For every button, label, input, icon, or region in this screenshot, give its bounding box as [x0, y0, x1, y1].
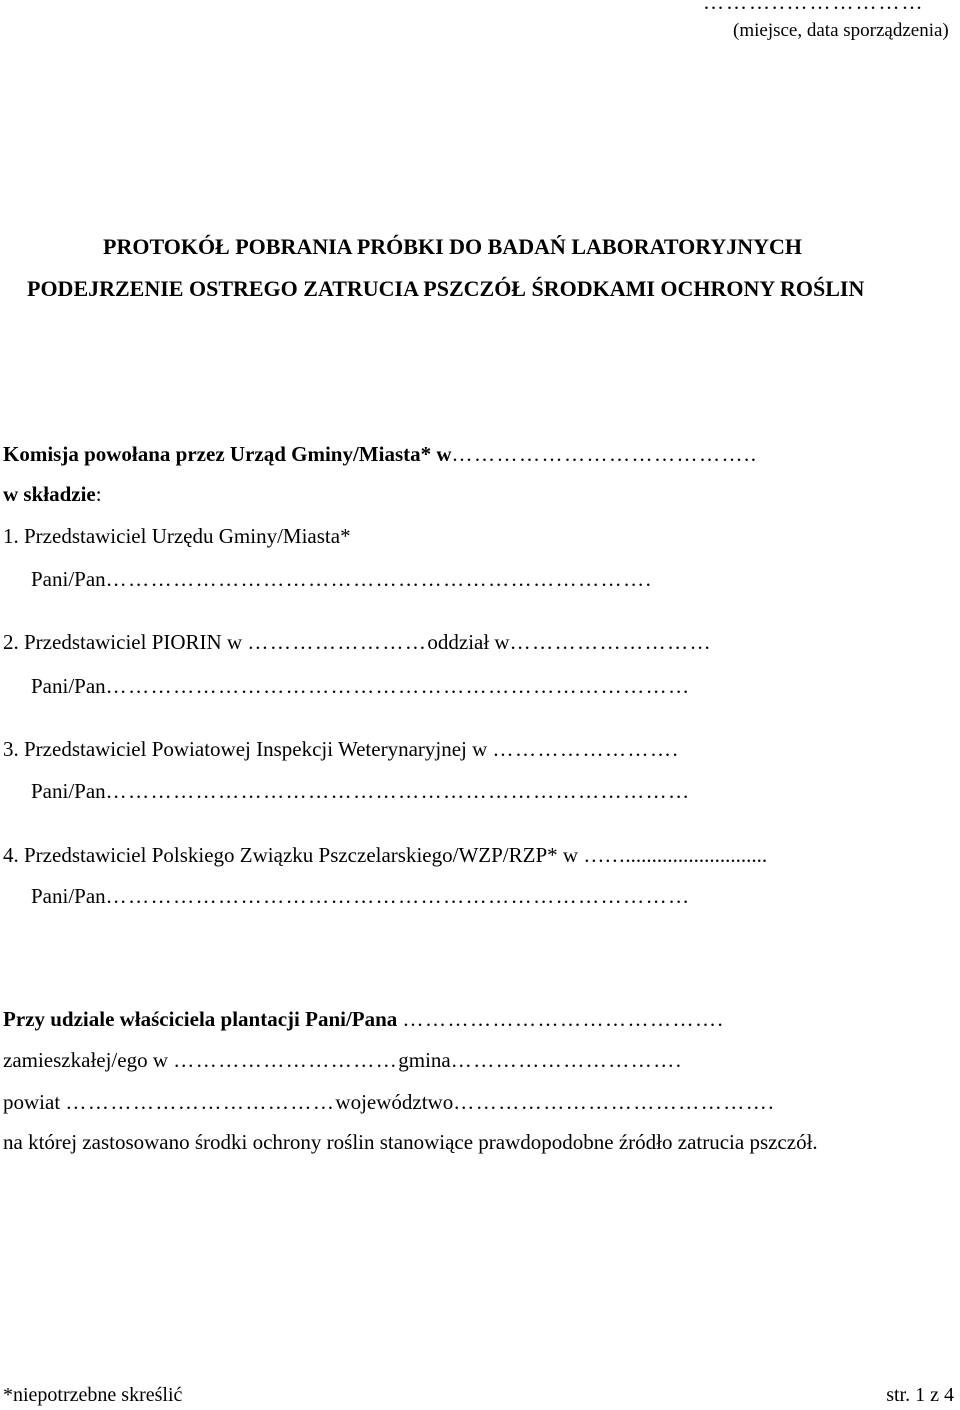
- commune-field[interactable]: ………………………….: [450, 1048, 683, 1072]
- member-4-title-row: [3, 843, 767, 867]
- member-3-title: 3. Przedstawiciel Powiatowej Inspekcji Weterynaryjnej w: [3, 737, 488, 761]
- member-2-name-row: [31, 674, 691, 698]
- member-2-title: 2. Przedstawiciel PIORIN w: [3, 630, 243, 654]
- owner-name-field[interactable]: …………………………………….: [402, 1007, 725, 1031]
- member-1-title: 1. Przedstawiciel Urzędu Gminy/Miasta*: [3, 524, 351, 548]
- commission-row: [3, 442, 758, 466]
- member-2-name-field[interactable]: ……………………………………………………………………: [105, 674, 691, 698]
- member-1-name-row: [31, 567, 652, 591]
- member-1-name-label: Pani/Pan: [31, 567, 106, 591]
- member-2-title-row: [3, 630, 712, 654]
- commune-label: gmina: [398, 1048, 451, 1072]
- commission-label: Komisja powołana przez Urząd Gminy/Miasta* w: [3, 442, 452, 466]
- document-title-line1: PROTOKÓŁ POBRANIA PRÓBKI DO BADAŃ LABORATORYJNYCH: [103, 234, 803, 259]
- member-3-name-label: Pani/Pan: [31, 779, 106, 803]
- place-date-dots: ………..………………: [703, 0, 925, 14]
- residence-field[interactable]: …………………………: [173, 1048, 399, 1072]
- owner-row: [3, 1007, 724, 1031]
- member-1-name-field[interactable]: ……………………………………………………………….: [105, 567, 653, 591]
- member-3-name-row: [31, 779, 691, 803]
- member-2-branch-label: oddział w: [427, 630, 510, 654]
- member-3-city-field[interactable]: …………………….: [492, 737, 680, 761]
- owner-statement: na której zastosowano środki ochrony roślin stanowiące prawdopodobne źródło zatrucia pszczół.: [3, 1130, 818, 1154]
- document-title-line2: PODEJRZENIE OSTREGO ZATRUCIA PSZCZÓŁ ŚRODKAMI OCHRONY ROŚLIN: [27, 276, 865, 301]
- member-3-title-row: [3, 737, 679, 761]
- member-2-branch-field[interactable]: ………………………: [509, 630, 713, 654]
- province-field[interactable]: …………………………………….: [453, 1090, 775, 1114]
- residence-row: [3, 1048, 683, 1072]
- composition-row: [3, 482, 102, 506]
- member-2-name-label: Pani/Pan: [31, 674, 106, 698]
- member-4-name-row: [31, 884, 691, 908]
- member-4-name-field[interactable]: ……………………………………………………………………: [105, 884, 691, 908]
- place-date-caption: (miejsce, data sporządzenia): [733, 20, 949, 41]
- province-label: województwo: [335, 1090, 454, 1114]
- district-label: powiat: [3, 1090, 61, 1114]
- residence-label: zamieszkałej/ego w: [3, 1048, 169, 1072]
- commission-city-field[interactable]: …………………………………..: [451, 442, 758, 466]
- owner-label: Przy udziale właściciela plantacji Pani/Pana: [3, 1007, 398, 1031]
- member-4-title: 4. Przedstawiciel Polskiego Związku Pszczelarskiego/WZP/RZP* w: [3, 843, 579, 867]
- member-4-name-label: Pani/Pan: [31, 884, 106, 908]
- composition-label: w składzie: [3, 482, 96, 506]
- district-row: [3, 1090, 775, 1114]
- composition-colon: :: [95, 482, 102, 506]
- district-field[interactable]: ………………………………: [65, 1090, 336, 1114]
- page-number: str. 1 z 4: [886, 1384, 954, 1406]
- member-4-city-field[interactable]: ……...........................: [583, 843, 768, 867]
- member-2-piorin-field[interactable]: ……………………: [247, 630, 428, 654]
- footnote: *niepotrzebne skreślić: [3, 1384, 183, 1406]
- member-3-name-field[interactable]: ……………………………………………………………………: [105, 779, 691, 803]
